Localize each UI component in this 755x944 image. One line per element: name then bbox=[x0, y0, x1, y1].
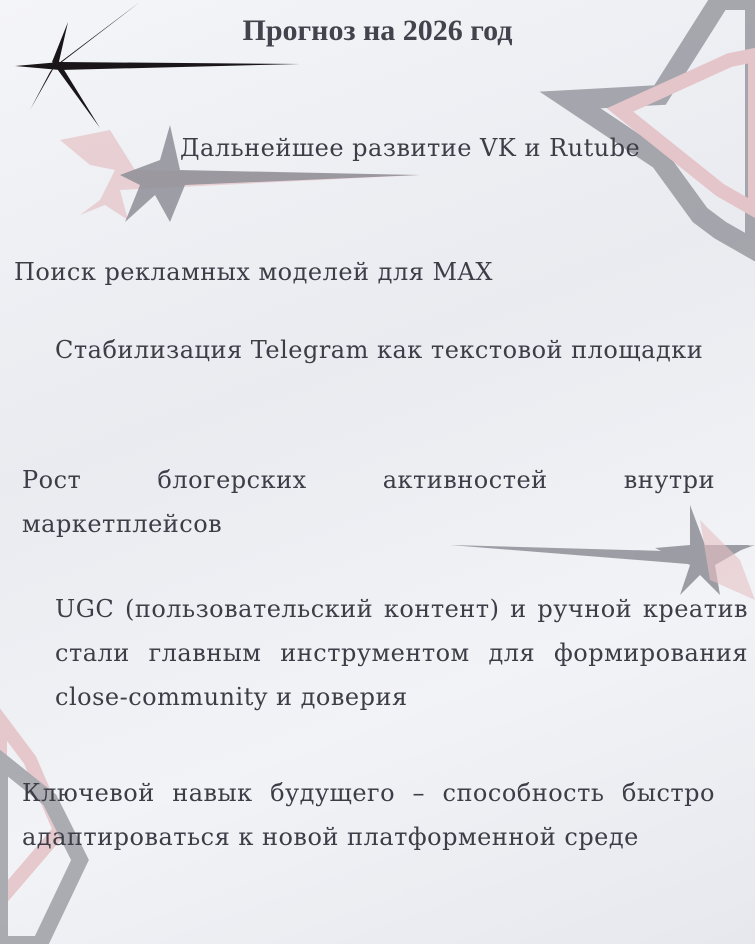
page-title: Прогноз на 2026 год bbox=[242, 14, 513, 47]
forecast-item: Дальнейшее развитие VK и Rutube bbox=[180, 134, 641, 162]
forecast-item: Ключевой навык будущего – способность быстро адаптироваться к новой платформенной среде bbox=[22, 779, 715, 851]
forecast-item: Поиск рекламных моделей для MAX bbox=[14, 258, 493, 286]
forecast-item: UGC (пользовательский контент) и ручной креатив стали главным инструментом для формирования close-community и доверия bbox=[55, 595, 749, 711]
forecast-item: Рост блогерских активностей внутри маркетплейсов bbox=[22, 466, 715, 538]
forecast-item: Стабилизация Telegram как текстовой площадки bbox=[55, 336, 704, 364]
